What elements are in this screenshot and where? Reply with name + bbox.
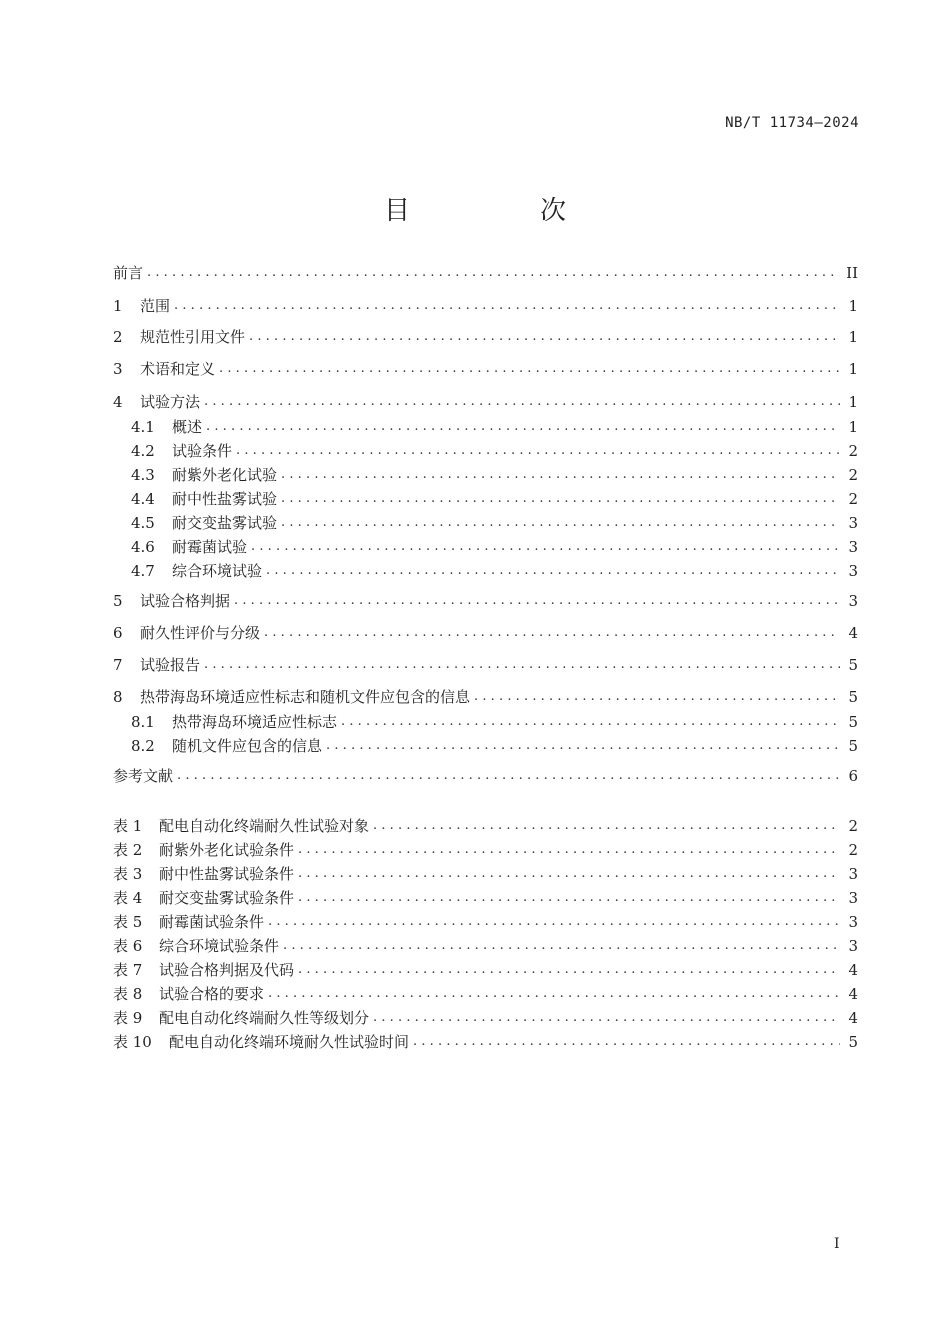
toc-entry-page: 3 <box>848 562 858 580</box>
table-entry-number: 表 5 <box>113 913 143 931</box>
toc-entry-page: 1 <box>848 418 858 436</box>
table-entry-1[interactable] <box>113 814 858 838</box>
dot-leader <box>326 734 840 758</box>
table-entry-label: 配电自动化终端耐久性等级划分 <box>159 1009 370 1027</box>
toc-entry-page: 5 <box>848 656 858 674</box>
toc-entry-number: 4.2 <box>131 442 155 460</box>
toc-entry-number: 4.5 <box>131 514 155 532</box>
dot-leader <box>298 862 840 886</box>
toc-entry-label: 热带海岛环境适应性标志 <box>172 713 338 731</box>
dot-leader <box>373 814 840 838</box>
toc-entry-3[interactable] <box>113 357 858 381</box>
toc-entry-number: 4 <box>113 393 123 411</box>
dot-leader <box>206 415 840 439</box>
table-entry-page: 4 <box>848 961 858 979</box>
toc-entry-label: 耐紫外老化试验 <box>172 466 278 484</box>
toc-entry-8-1[interactable] <box>131 710 858 734</box>
toc-entry-number: 6 <box>113 624 123 642</box>
toc-entry-number: 4.6 <box>131 538 155 556</box>
toc-entry-page: 1 <box>848 297 858 315</box>
table-entry-number: 表 3 <box>113 865 143 883</box>
toc-entry-page: 2 <box>848 466 858 484</box>
table-entry-2[interactable] <box>113 838 858 862</box>
dot-leader <box>264 621 840 645</box>
table-entry-label: 耐交变盐雾试验条件 <box>159 889 295 907</box>
toc-entry-preface[interactable] <box>113 261 858 285</box>
toc-entry-label: 范围 <box>140 297 171 315</box>
dot-leader <box>236 439 840 463</box>
toc-entry-number: 4.7 <box>131 562 155 580</box>
table-entry-page: 4 <box>848 1009 858 1027</box>
toc-entry-number: 7 <box>113 656 123 674</box>
toc-entry-page: 5 <box>848 713 858 731</box>
table-entry-page: 3 <box>848 889 858 907</box>
table-entry-label: 综合环境试验条件 <box>159 937 280 955</box>
toc-entry-page: 4 <box>848 624 858 642</box>
toc-entry-page: 2 <box>848 490 858 508</box>
standard-code: NB/T 11734—2024 <box>725 115 859 131</box>
table-entry-6[interactable] <box>113 934 858 958</box>
toc-entry-page: II <box>846 264 858 282</box>
toc-entry-page: 6 <box>848 767 858 785</box>
table-entry-label: 耐霉菌试验条件 <box>159 913 265 931</box>
table-entry-7[interactable] <box>113 958 858 982</box>
toc-entry-4-2[interactable] <box>131 439 858 463</box>
toc-entry-label: 试验合格判据 <box>140 592 231 610</box>
toc-entry-label: 试验条件 <box>172 442 233 460</box>
toc-entry-label: 随机文件应包含的信息 <box>172 737 323 755</box>
table-entry-label: 试验合格判据及代码 <box>159 961 295 979</box>
toc-entry-page: 3 <box>848 514 858 532</box>
table-entry-number: 表 2 <box>113 841 143 859</box>
toc-entry-label: 试验方法 <box>140 393 201 411</box>
table-entry-page: 3 <box>848 865 858 883</box>
dot-leader <box>281 511 840 535</box>
toc-entry-4-7[interactable] <box>131 559 858 583</box>
table-entry-page: 3 <box>848 937 858 955</box>
dot-leader <box>177 764 840 788</box>
toc-entry-label: 规范性引用文件 <box>140 328 246 346</box>
dot-leader <box>266 559 840 583</box>
toc-entry-1[interactable] <box>113 294 858 318</box>
dot-leader <box>281 487 840 511</box>
toc-entry-label: 试验报告 <box>140 656 201 674</box>
toc-entry-number: 4.3 <box>131 466 155 484</box>
table-entry-number: 表 4 <box>113 889 143 907</box>
dot-leader <box>174 294 840 318</box>
dot-leader <box>204 390 840 414</box>
toc-entry-page: 2 <box>848 442 858 460</box>
toc-entry-number: 8.2 <box>131 737 155 755</box>
page-number: I <box>834 1236 840 1252</box>
toc-entry-label: 耐交变盐雾试验 <box>172 514 278 532</box>
toc-entry-number: 4.1 <box>131 418 155 436</box>
toc-entry-label: 参考文献 <box>113 767 174 785</box>
toc-entry-label: 综合环境试验 <box>172 562 263 580</box>
toc-entry-8-2[interactable] <box>131 734 858 758</box>
toc-entry-4-5[interactable] <box>131 511 858 535</box>
table-entry-8[interactable] <box>113 982 858 1006</box>
table-entry-number: 表 9 <box>113 1009 143 1027</box>
toc-entry-label: 术语和定义 <box>140 360 216 378</box>
dot-leader <box>268 910 840 934</box>
table-entry-page: 3 <box>848 913 858 931</box>
toc-entry-4[interactable] <box>113 390 858 414</box>
table-entry-4[interactable] <box>113 886 858 910</box>
table-entry-label: 耐中性盐雾试验条件 <box>159 865 295 883</box>
dot-leader <box>204 653 840 677</box>
toc-entry-number: 8 <box>113 688 123 706</box>
dot-leader <box>249 325 840 349</box>
toc-entry-number: 3 <box>113 360 123 378</box>
dot-leader <box>373 1006 840 1030</box>
page-title: 目 次 <box>383 196 618 226</box>
toc-entry-7[interactable] <box>113 653 858 677</box>
toc-entry-label: 热带海岛环境适应性标志和随机文件应包含的信息 <box>140 688 471 706</box>
toc-entry-number: 8.1 <box>131 713 155 731</box>
table-entry-label: 试验合格的要求 <box>159 985 265 1003</box>
toc-entry-4-3[interactable] <box>131 463 858 487</box>
toc-entry-6[interactable] <box>113 621 858 645</box>
table-entry-label: 耐紫外老化试验条件 <box>159 841 295 859</box>
toc-entry-4-6[interactable] <box>131 535 858 559</box>
toc-entry-page: 1 <box>848 393 858 411</box>
toc-entry-label: 前言 <box>113 264 144 282</box>
toc-entry-references[interactable] <box>113 764 858 788</box>
toc-entry-number: 4.4 <box>131 490 155 508</box>
toc-entry-number: 5 <box>113 592 123 610</box>
toc-entry-page: 1 <box>848 328 858 346</box>
toc-entry-number: 2 <box>113 328 123 346</box>
dot-leader <box>413 1030 840 1054</box>
toc-entry-5[interactable] <box>113 589 858 613</box>
table-entry-9[interactable] <box>113 1006 858 1030</box>
table-entry-5[interactable] <box>113 910 858 934</box>
toc-entry-page: 5 <box>848 688 858 706</box>
toc-entry-4-1[interactable] <box>131 415 858 439</box>
table-entry-10[interactable] <box>113 1030 858 1054</box>
dot-leader <box>341 710 840 734</box>
toc-entry-label: 耐霉菌试验 <box>172 538 248 556</box>
table-entry-3[interactable] <box>113 862 858 886</box>
table-entry-number: 表 6 <box>113 937 143 955</box>
dot-leader <box>298 958 840 982</box>
dot-leader <box>234 589 840 613</box>
toc-entry-2[interactable] <box>113 325 858 349</box>
table-entry-page: 2 <box>848 841 858 859</box>
toc-entry-page: 1 <box>848 360 858 378</box>
table-entry-label: 配电自动化终端耐久性试验对象 <box>159 817 370 835</box>
toc-entry-4-4[interactable] <box>131 487 858 511</box>
toc-entry-page: 5 <box>848 737 858 755</box>
toc-entry-label: 耐中性盐雾试验 <box>172 490 278 508</box>
table-entry-number: 表 1 <box>113 817 143 835</box>
toc-entry-number: 1 <box>113 297 123 315</box>
toc-entry-8[interactable] <box>113 685 858 709</box>
toc-entry-label: 耐久性评价与分级 <box>140 624 261 642</box>
table-entry-number: 表 7 <box>113 961 143 979</box>
dot-leader <box>281 463 840 487</box>
dot-leader <box>251 535 840 559</box>
table-entry-number: 表 8 <box>113 985 143 1003</box>
toc-entry-label: 概述 <box>172 418 203 436</box>
dot-leader <box>298 838 840 862</box>
dot-leader <box>298 886 840 910</box>
table-entry-page: 5 <box>848 1033 858 1051</box>
dot-leader <box>283 934 840 958</box>
dot-leader <box>268 982 840 1006</box>
dot-leader <box>147 261 840 285</box>
toc-entry-page: 3 <box>848 538 858 556</box>
dot-leader <box>474 685 840 709</box>
table-entry-page: 4 <box>848 985 858 1003</box>
toc-entry-page: 3 <box>848 592 858 610</box>
table-entry-page: 2 <box>848 817 858 835</box>
dot-leader <box>219 357 840 381</box>
table-entry-label: 配电自动化终端环境耐久性试验时间 <box>169 1033 410 1051</box>
table-entry-number: 表 10 <box>113 1033 152 1051</box>
